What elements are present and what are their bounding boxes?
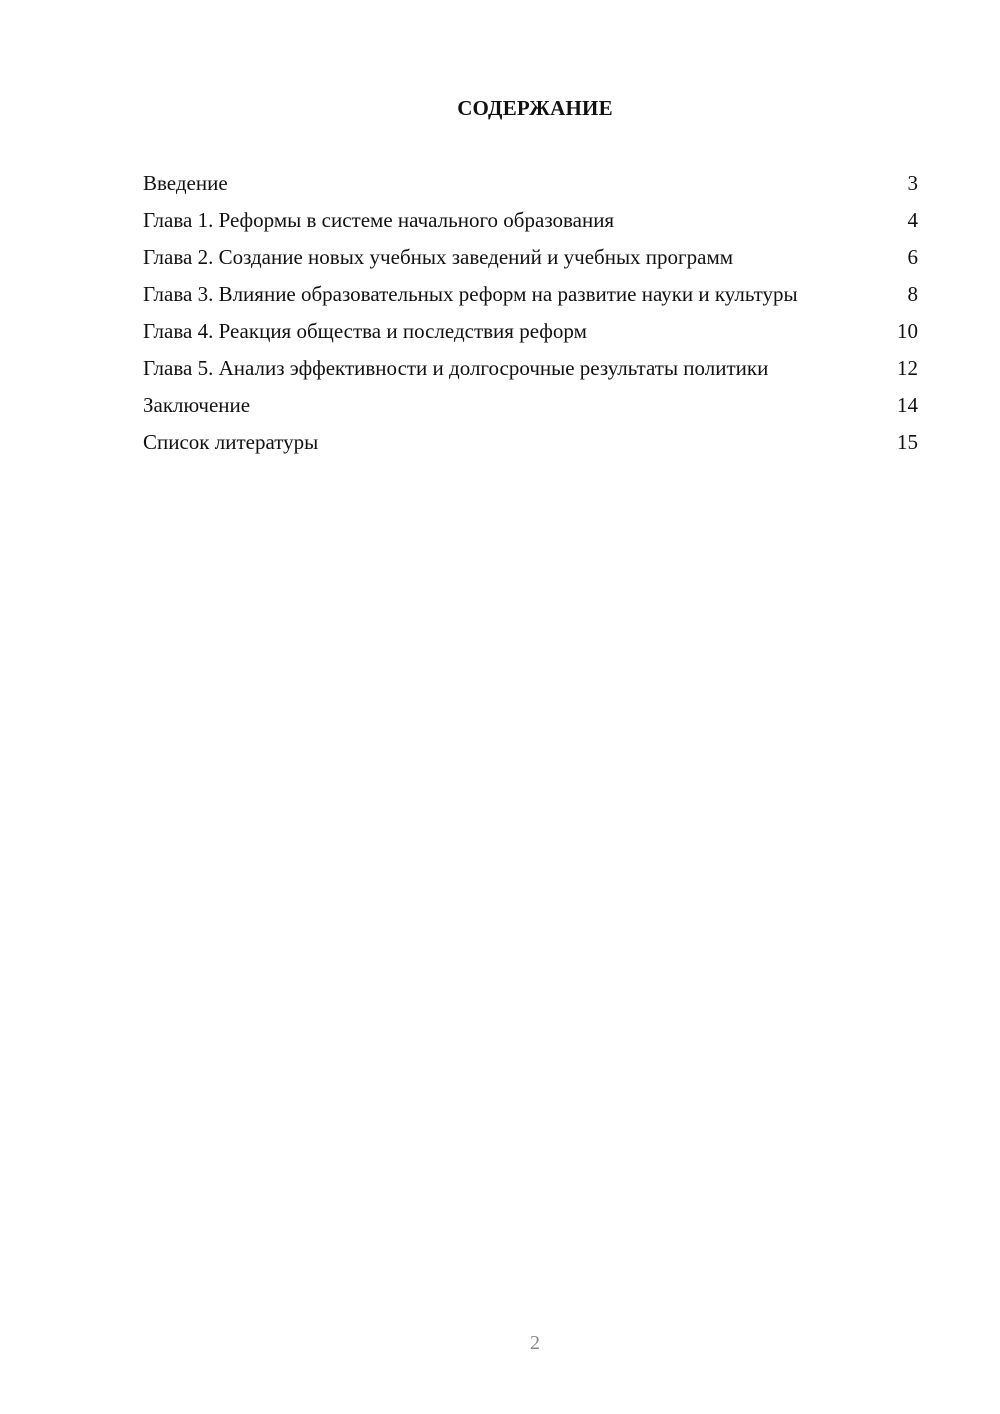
toc-entry-introduction bbox=[143, 170, 918, 197]
toc-entry-bibliography bbox=[143, 429, 918, 456]
toc-entry-label: Глава 4. Реакция общества и последствия реформ bbox=[143, 319, 587, 343]
toc-entry-chapter-1 bbox=[143, 207, 918, 234]
toc-entry-chapter-3 bbox=[143, 281, 918, 308]
toc-entry-page: 4 bbox=[907, 208, 918, 232]
toc-entry-page: 15 bbox=[897, 430, 918, 454]
toc-entry-label: Список литературы bbox=[143, 430, 319, 454]
page-title: СОДЕРЖАНИЕ bbox=[457, 96, 613, 120]
toc-entry-label: Заключение bbox=[143, 393, 251, 417]
page-number: 2 bbox=[530, 1332, 540, 1354]
table-of-contents bbox=[143, 170, 918, 466]
toc-entry-page: 8 bbox=[907, 282, 918, 306]
toc-entry-label: Глава 3. Влияние образовательных реформ на развитие науки и культуры bbox=[143, 282, 798, 306]
toc-entry-label: Глава 1. Реформы в системе начального образования bbox=[143, 208, 615, 232]
toc-entry-chapter-2 bbox=[143, 244, 918, 271]
toc-entry-page: 10 bbox=[897, 319, 918, 343]
toc-entry-chapter-5 bbox=[143, 355, 918, 382]
toc-entry-page: 3 bbox=[907, 171, 918, 195]
toc-entry-chapter-4 bbox=[143, 318, 918, 345]
toc-entry-page: 12 bbox=[897, 356, 918, 380]
toc-entry-page: 6 bbox=[907, 245, 918, 269]
toc-entry-label: Введение bbox=[143, 171, 228, 195]
toc-entry-conclusion bbox=[143, 392, 918, 419]
toc-entry-label: Глава 5. Анализ эффективности и долгосрочные результаты политики bbox=[143, 356, 769, 380]
toc-entry-page: 14 bbox=[897, 393, 918, 417]
toc-entry-label: Глава 2. Создание новых учебных заведений и учебных программ bbox=[143, 245, 734, 269]
